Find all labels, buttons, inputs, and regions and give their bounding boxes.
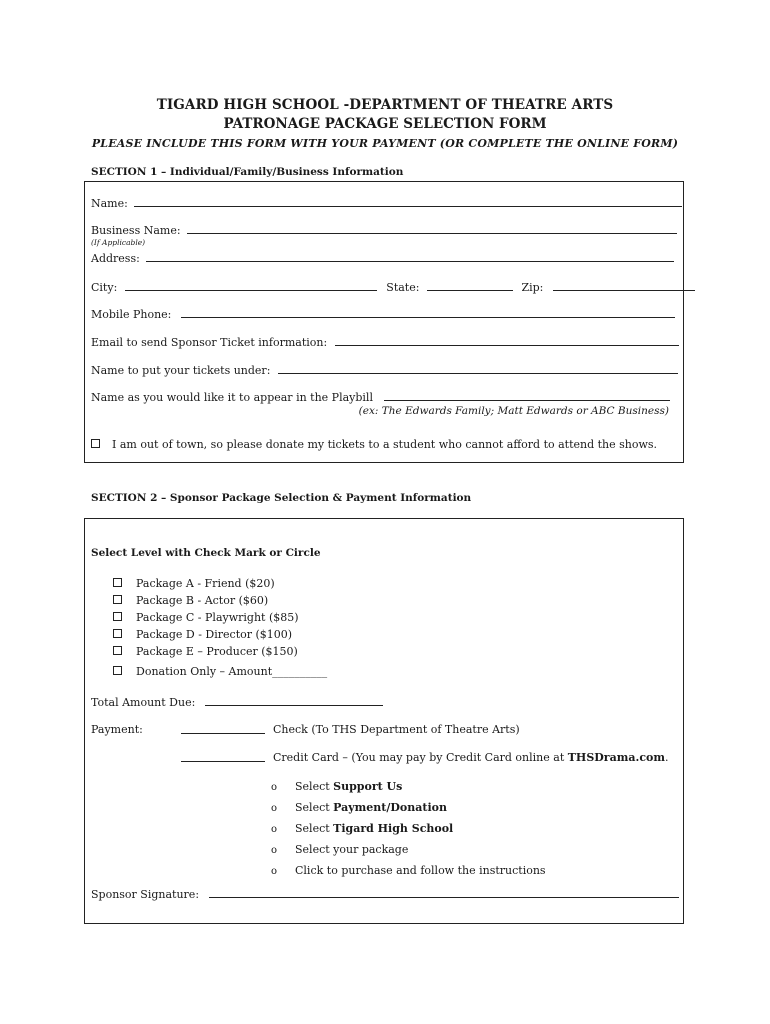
donation-option[interactable]: [113, 663, 327, 680]
form-title: PATRONAGE PACKAGE SELECTION FORM: [223, 116, 547, 132]
city-field[interactable]: [125, 280, 377, 291]
total-label: Total Amount Due:: [91, 696, 196, 709]
tickets-row: [91, 363, 677, 377]
if-applicable-note: (If Applicable): [91, 238, 146, 247]
school-title: TIGARD HIGH SCHOOL -DEPARTMENT OF THEATRE ARTS: [156, 97, 614, 113]
package-label: Package B - Actor ($60): [136, 594, 269, 607]
city-label: City:: [91, 281, 118, 294]
package-checkbox[interactable]: [113, 629, 122, 638]
signature-row: [91, 887, 677, 901]
business-label: Business Name:: [91, 224, 181, 237]
section1-heading: SECTION 1 – Individual/Family/Business Information: [91, 166, 404, 178]
online-steps-list: [271, 777, 546, 882]
total-row: [91, 695, 677, 709]
package-option[interactable]: [113, 575, 327, 592]
email-row: [91, 335, 677, 349]
package-label: Package C - Playwright ($85): [136, 611, 299, 624]
playbill-row: [91, 390, 677, 404]
credit-field[interactable]: [181, 751, 265, 762]
online-step: [271, 819, 546, 840]
state-field[interactable]: [427, 280, 513, 291]
credit-end: .: [665, 751, 669, 764]
credit-site-link[interactable]: THSDrama.com: [567, 751, 665, 764]
form-header: [0, 96, 770, 152]
bullet-icon: o: [271, 824, 278, 835]
mobile-row: [91, 307, 677, 321]
step-text: Click to purchase and follow the instructions: [295, 864, 546, 877]
donation-checkbox[interactable]: [113, 666, 122, 675]
name-label: Name:: [91, 197, 128, 210]
online-step: [271, 777, 546, 798]
playbill-field[interactable]: [384, 390, 670, 401]
bullet-icon: o: [271, 782, 278, 793]
package-label: Package D - Director ($100): [136, 628, 293, 641]
donate-checkbox[interactable]: [91, 439, 100, 448]
online-step: [271, 840, 546, 861]
zip-label: Zip:: [521, 281, 544, 294]
signature-field[interactable]: [209, 887, 679, 898]
package-option[interactable]: [113, 592, 327, 609]
package-option[interactable]: [113, 609, 327, 626]
playbill-example: (ex: The Edwards Family; Matt Edwards or ABC Business): [358, 405, 669, 417]
step-bold: Payment/Donation: [333, 801, 447, 814]
credit-text: Credit Card – (You may pay by Credit Card online at: [273, 751, 568, 764]
bullet-icon: o: [271, 845, 278, 856]
online-step: [271, 861, 546, 882]
form-subtitle: PLEASE INCLUDE THIS FORM WITH YOUR PAYMENT (OR COMPLETE THE ONLINE FORM): [91, 137, 679, 150]
mobile-label: Mobile Phone:: [91, 308, 172, 321]
package-label: Package E – Producer ($150): [136, 645, 298, 658]
address-row: [91, 251, 677, 265]
package-label: Package A - Friend ($20): [136, 577, 275, 590]
email-label: Email to send Sponsor Ticket information:: [91, 336, 328, 349]
total-field[interactable]: [205, 695, 383, 706]
tickets-label: Name to put your tickets under:: [91, 364, 271, 377]
address-field[interactable]: [146, 251, 674, 262]
donation-label: Donation Only – Amount__________: [136, 665, 328, 678]
zip-field[interactable]: [553, 280, 695, 291]
payment-label: Payment:: [91, 723, 143, 736]
name-field[interactable]: [134, 196, 682, 207]
state-label: State:: [386, 281, 420, 294]
address-label: Address:: [91, 252, 140, 265]
package-checkbox[interactable]: [113, 612, 122, 621]
check-field[interactable]: [181, 723, 265, 734]
credit-text-wrap: [273, 751, 669, 764]
bullet-icon: o: [271, 803, 278, 814]
step-text: Select: [295, 822, 334, 835]
check-text: Check (To THS Department of Theatre Arts): [273, 723, 520, 736]
step-text: Select: [295, 780, 334, 793]
section2-heading: SECTION 2 – Sponsor Package Selection & Payment Information: [91, 492, 472, 504]
business-row: [91, 223, 677, 237]
playbill-label: Name as you would like it to appear in the Playbill: [91, 391, 373, 404]
section1-box: [84, 181, 684, 463]
name-row: [91, 196, 677, 210]
donate-text: I am out of town, so please donate my tickets to a student who cannot afford to attend the shows.: [112, 438, 658, 451]
step-bold: Support Us: [333, 780, 403, 793]
check-row: [91, 723, 677, 736]
package-checkbox[interactable]: [113, 595, 122, 604]
step-text: Select: [295, 801, 334, 814]
tickets-field[interactable]: [278, 363, 678, 374]
step-bold: Tigard High School: [333, 822, 454, 835]
package-checkbox[interactable]: [113, 646, 122, 655]
section2-box: [84, 518, 684, 924]
select-level-heading: Select Level with Check Mark or Circle: [91, 547, 321, 559]
package-option[interactable]: [113, 643, 327, 660]
package-list: [113, 575, 327, 680]
business-field[interactable]: [187, 223, 677, 234]
package-checkbox[interactable]: [113, 578, 122, 587]
package-option[interactable]: [113, 626, 327, 643]
signature-label: Sponsor Signature:: [91, 888, 200, 901]
step-text: Select your package: [295, 843, 409, 856]
mobile-field[interactable]: [181, 307, 675, 318]
email-field[interactable]: [335, 335, 679, 346]
city-state-zip-row: [91, 280, 677, 294]
donate-row: [91, 438, 677, 451]
bullet-icon: o: [271, 866, 278, 877]
online-step: [271, 798, 546, 819]
